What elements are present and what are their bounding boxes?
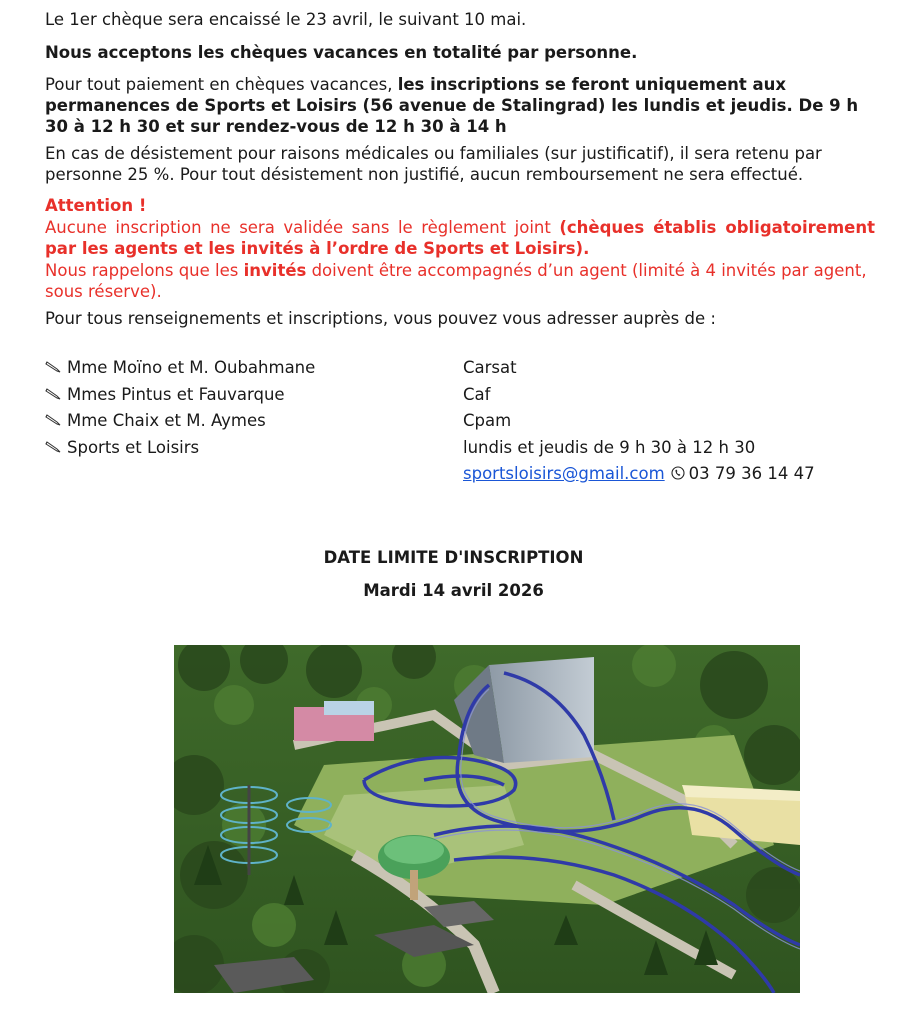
validation-warning-text xyxy=(45,217,875,259)
pencil-icon xyxy=(45,413,61,427)
contact-row xyxy=(45,357,875,384)
text-normal: Pour tout paiement en chèques vacances, xyxy=(45,75,398,94)
attention-heading: Attention ! xyxy=(45,196,147,215)
amusement-park-photo xyxy=(174,645,800,993)
pencil-icon xyxy=(45,360,61,374)
phone-number: 03 79 36 14 47 xyxy=(688,464,815,483)
contact-row xyxy=(45,410,875,437)
contact-list xyxy=(45,357,875,483)
email-phone-row xyxy=(463,463,815,484)
text-normal: doivent être accompagnés d’un agent (limité à 4 invités par agent, sous réserve). xyxy=(45,261,867,301)
text-bold: invités xyxy=(243,261,307,280)
cheques-vacances-registration-text xyxy=(45,74,875,137)
contact-org: Caf xyxy=(463,384,491,404)
payment-schedule-text: Le 1er chèque sera encaissé le 23 avril, le suivant 10 mai. xyxy=(45,10,527,29)
deadline-title: DATE LIMITE D'INSCRIPTION xyxy=(323,548,584,567)
pencil-icon xyxy=(45,387,61,401)
contact-org: Cpam xyxy=(463,411,512,430)
guests-reminder-text xyxy=(45,260,875,302)
contact-org: lundis et jeudis de 9 h 30 à 12 h 30 xyxy=(463,437,756,457)
contact-org: Carsat xyxy=(463,358,517,377)
contact-intro-text: Pour tous renseignements et inscriptions, vous pouvez vous adresser auprès de : xyxy=(45,309,716,328)
withdrawal-policy-text: En cas de désistement pour raisons médicales ou familiales (sur justificatif), il sera retenu par personne 25 %. Pour tout désistement non justifié, aucun remboursement ne sera effectué. xyxy=(45,144,822,184)
contact-row xyxy=(45,437,875,464)
text-bold: (chèques établis obligatoirement par les agents et les invités à l’ordre de Sports et Loisirs). xyxy=(45,218,875,258)
contact-row xyxy=(45,384,875,411)
roller-coaster-image xyxy=(174,645,800,993)
contact-name: Mme Moïno et M. Oubahmane xyxy=(67,358,316,377)
text-normal: Nous rappelons que les xyxy=(45,261,244,280)
contact-name: Mme Chaix et M. Aymes xyxy=(67,411,266,430)
deadline-block xyxy=(0,546,907,602)
phone-icon xyxy=(671,466,685,480)
deadline-date: Mardi 14 avril 2026 xyxy=(363,581,544,600)
text-bold: les inscriptions se feront uniquement aux permanences de Sports et Loisirs (56 avenue de Stalingrad) les lundis et jeudis. De 9 h 30 à 12 h 30 et sur rendez-vous de 12 h 30 à 14 h xyxy=(45,75,859,136)
contact-name: Mmes Pintus et Fauvarque xyxy=(67,384,285,404)
pencil-icon xyxy=(45,440,61,454)
text-normal: Aucune inscription ne sera validée sans le règlement joint xyxy=(45,218,560,237)
email-link[interactable]: sportsloisirs@gmail.com xyxy=(463,464,665,483)
contact-name: Sports et Loisirs xyxy=(67,437,200,457)
cheques-vacances-text: Nous acceptons les chèques vacances en totalité par personne. xyxy=(45,43,638,62)
